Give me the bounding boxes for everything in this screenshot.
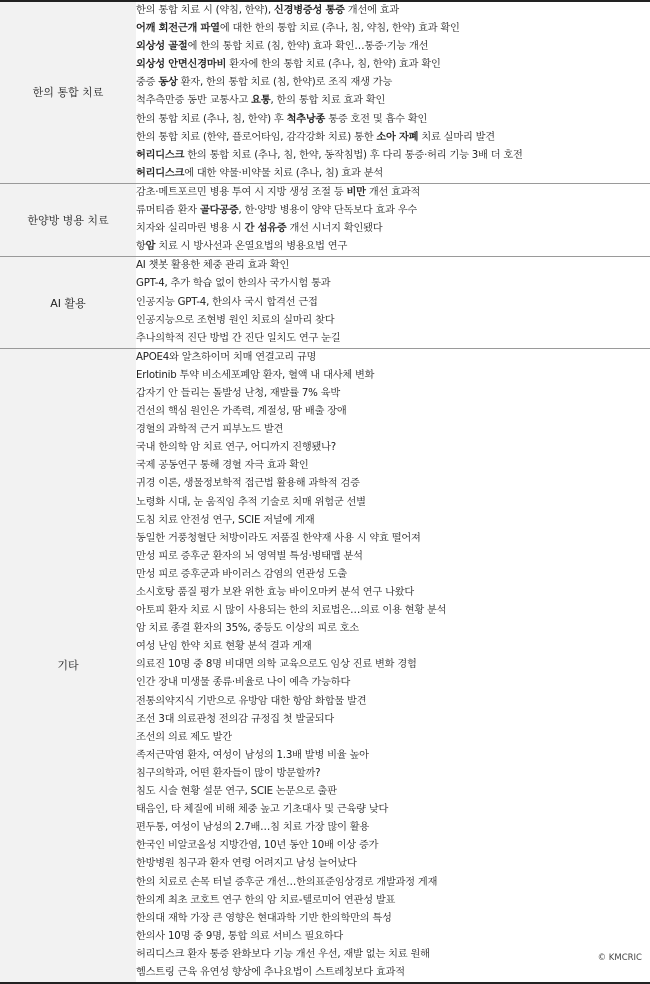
topic-item — [136, 275, 650, 293]
topic-text: 한의 통합 치료 (추나, 침, 한약) 후 — [136, 113, 287, 125]
topic-item — [136, 349, 650, 367]
topic-text: 환자, 한의 통합 치료 (침, 한약)로 조직 재생 가능 — [177, 77, 393, 89]
topic-item — [136, 238, 650, 256]
topic-item — [136, 202, 650, 220]
topic-text: 한의사 10명 중 9명, 통합 의료 서비스 필요하다 — [136, 930, 344, 942]
topic-item — [136, 184, 650, 202]
category-label: 한의 통합 치료 — [0, 1, 136, 183]
topic-text: GPT-4, 추가 학습 없이 한의사 국가시험 통과 — [136, 278, 331, 290]
topic-item — [136, 747, 650, 765]
topic-text: Erlotinib 투약 비소세포폐암 환자, 혈액 내 대사체 변화 — [136, 369, 375, 381]
topic-text: 인공지능으로 조현병 원인 치료의 실마리 찾다 — [136, 314, 335, 326]
topic-text: 국내 한의학 암 치료 연구, 어디까지 진행됐나? — [136, 442, 337, 454]
topic-keyword: 외상성 안면신경마비 — [136, 59, 227, 71]
topic-text: 치료 시 방사선과 온열요법의 병용요법 연구 — [155, 241, 348, 253]
category-label: 기타 — [0, 348, 136, 983]
topic-text: 암 치료 종결 환자의 35%, 중등도 이상의 피로 호소 — [136, 623, 359, 635]
topic-keyword: 암 — [145, 241, 156, 253]
topic-keyword: 신경병증성 통증 — [273, 5, 345, 16]
topic-item — [136, 674, 650, 692]
topic-item — [136, 385, 650, 403]
topic-text: 인공지능 GPT-4, 한의사 국시 합격선 근접 — [136, 296, 318, 308]
section-row — [0, 183, 650, 256]
topic-text: 편두통, 여성이 남성의 2.7배…침 치료 가장 많이 활용 — [136, 822, 370, 834]
topic-item — [136, 837, 650, 855]
topic-item — [136, 711, 650, 729]
topic-text: 한의 통합 치료 (추나, 침, 한약, 동작침법) 후 다리 통증·허리 기능 3배 더 호전 — [184, 149, 523, 161]
topic-item — [136, 147, 650, 165]
topic-text: 경혈의 과학적 근거 피부노드 발견 — [136, 424, 284, 436]
topic-text: 도침 치료 안전성 연구, SCIE 저널에 게재 — [136, 514, 315, 526]
topic-text: 족저근막염 환자, 여성이 남성의 1.3배 발병 비율 높아 — [136, 749, 369, 761]
topic-item — [136, 20, 650, 38]
topic-item — [136, 312, 650, 330]
topic-text: 조선의 의료 제도 발간 — [136, 731, 232, 743]
topic-item — [136, 2, 650, 20]
topic-keyword: 간 섬유증 — [244, 223, 287, 235]
topic-item — [136, 475, 650, 493]
topic-item — [136, 602, 650, 620]
topic-text: 한방병원 침구과 환자 연령 어려지고 남성 늘어났다 — [136, 858, 357, 870]
topic-item — [136, 92, 650, 110]
topic-keyword: 요통 — [251, 95, 271, 107]
topic-item — [136, 330, 650, 348]
topic-keyword: 골다공증 — [199, 205, 239, 217]
topic-text: 한의 통합 치료 시 (약침, 한약), — [136, 5, 274, 16]
topic-item — [136, 819, 650, 837]
topic-keyword: 척추낭종 — [286, 113, 326, 125]
topic-item — [136, 801, 650, 819]
topic-text: 헴스트링 근육 유연성 향상에 추나요법이 스트레칭보다 효과적 — [136, 966, 405, 978]
topic-text: 갑자기 안 들리는 돌발성 난청, 재발률 7% 육박 — [136, 387, 340, 399]
topic-list — [136, 183, 650, 256]
topic-item — [136, 294, 650, 312]
topic-list — [136, 257, 650, 348]
topic-item — [136, 928, 650, 946]
topic-item — [136, 964, 650, 982]
topic-text: 허리디스크 환자 통증 완화보다 기능 개선 우선, 재발 없는 치료 원해 — [136, 948, 430, 960]
topic-item — [136, 656, 650, 674]
section-row — [0, 1, 650, 183]
topic-keyword: 동상 — [158, 77, 178, 89]
section-row — [0, 348, 650, 983]
topic-item — [136, 220, 650, 238]
topic-text: 한의 치료로 손목 터널 증후군 개선…한의표준임상경로 개발과정 게재 — [136, 876, 438, 888]
topic-text: APOE4와 알츠하이머 치매 연결고리 규명 — [136, 351, 317, 363]
topic-text: 국제 공동연구 통해 경혈 자극 효과 확인 — [136, 460, 309, 472]
topic-keyword: 소아 자폐 — [376, 131, 419, 143]
topic-text: 아토피 환자 치료 시 많이 사용되는 한의 치료법은…의료 이용 현황 분석 — [136, 605, 447, 617]
topic-item — [136, 257, 650, 275]
topic-text: 소시호탕 품질 평가 보완 위한 효능 바이오마커 분석 연구 나왔다 — [136, 587, 415, 598]
topic-text: AI 챗봇 활용한 체중 관리 효과 확인 — [136, 260, 290, 272]
topic-text: 한의대 재학 가장 큰 영향은 현대과학 기반 한의학만의 특성 — [136, 912, 392, 924]
topic-item — [136, 56, 650, 74]
topic-item — [136, 165, 650, 183]
topic-item — [136, 439, 650, 457]
category-label: AI 활용 — [0, 257, 136, 348]
topic-item — [136, 403, 650, 421]
topic-item — [136, 584, 650, 602]
topic-text: 한의 통합 치료 (한약, 플로어타임, 감각강화 치료) 통한 — [136, 131, 377, 143]
topic-item — [136, 783, 650, 801]
topic-text: 개선 효과적 — [365, 186, 421, 198]
topic-text: 개선에 효과 — [344, 5, 400, 16]
topic-text: 건선의 핵심 원인은 가족력, 계절성, 땀 배출 장애 — [136, 406, 347, 418]
topic-text: 귀경 이론, 생물정보학적 접근법 활용해 과학적 검증 — [136, 478, 360, 490]
topic-item — [136, 566, 650, 584]
topic-list — [136, 348, 650, 983]
topic-item — [136, 367, 650, 385]
topic-text: 전통의약지식 기반으로 유방암 대한 항암 화합물 발견 — [136, 695, 367, 707]
topic-text: , 한·양방 병용이 양약 단독보다 효과 우수 — [238, 205, 418, 217]
topic-keyword: 외상성 골절 — [136, 41, 188, 53]
topic-text: 여성 난임 한약 치료 현황 분석 결과 게재 — [136, 641, 312, 653]
topic-text: 감초·메트포르민 병용 투여 시 지방 생성 조절 등 — [136, 186, 347, 198]
topic-item — [136, 512, 650, 530]
topic-text: 노령화 시대, 눈 움직임 추적 기술로 치매 위험군 선별 — [136, 496, 366, 508]
topic-list — [136, 1, 650, 183]
topic-text: 에 대한 한의 통합 치료 (추나, 침, 약침, 한약) 효과 확인 — [219, 23, 460, 35]
topic-item — [136, 421, 650, 439]
topic-keyword: 허리디스크 — [136, 167, 185, 179]
topic-keyword: 어깨 회전근개 파열 — [136, 23, 220, 35]
topic-text: 에 한의 통합 치료 (침, 한약) 효과 확인…통증·기능 개선 — [187, 41, 429, 53]
topic-text: 에 대한 약물·비약물 치료 (추나, 침) 효과 분석 — [184, 167, 384, 179]
topic-text: 치자와 실리마린 병용 시 — [136, 223, 245, 235]
topic-text: 중증 — [136, 77, 159, 89]
topic-text: 척추측만증 동반 교통사고 — [136, 95, 252, 107]
topic-item — [136, 729, 650, 747]
topic-item — [136, 530, 650, 548]
topic-text: 개선 시너지 확인됐다 — [286, 223, 383, 235]
topic-item — [136, 38, 650, 56]
section-row — [0, 257, 650, 348]
topic-text: 만성 피로 증후군과 바이러스 감염의 연관성 도출 — [136, 568, 348, 580]
topic-item — [136, 111, 650, 129]
topic-text: 인간 장내 미생물 종류·비율로 나이 예측 가능하다 — [136, 677, 351, 689]
topic-item — [136, 638, 650, 656]
copyright-credit: © KMCRIC — [597, 953, 642, 963]
topic-item — [136, 765, 650, 783]
topic-item — [136, 693, 650, 711]
topic-item — [136, 494, 650, 512]
topic-item — [136, 946, 650, 964]
topic-item — [136, 910, 650, 928]
topic-text: 한국인 비알코올성 지방간염, 10년 동안 10배 이상 증가 — [136, 840, 379, 852]
topic-item — [136, 874, 650, 892]
topic-item — [136, 457, 650, 475]
topic-text: 태음인, 타 체질에 비해 체중 높고 기초대사 및 근육량 낮다 — [136, 804, 389, 816]
topic-text: 조선 3대 의료관청 전의감 규정집 첫 발굴되다 — [136, 713, 335, 725]
topic-text: 침구의학과, 어떤 환자들이 많이 방문할까? — [136, 767, 321, 779]
topic-item — [136, 74, 650, 92]
topic-text: 통증 호전 및 흡수 확인 — [325, 113, 428, 125]
topic-text: 항 — [136, 241, 146, 253]
topic-item — [136, 620, 650, 638]
topic-text: 추나의학적 진단 방법 간 진단 일치도 연구 눈길 — [136, 332, 341, 344]
topic-item — [136, 548, 650, 566]
topic-text: , 한의 통합 치료 효과 확인 — [270, 95, 386, 107]
topic-text: 의료진 10명 중 8명 비대면 의학 교육으로도 임상 진료 변화 경험 — [136, 659, 417, 671]
topic-text: 동일한 거풍청혈단 처방이라도 저품질 한약재 사용 시 약효 떨어져 — [136, 532, 421, 544]
topic-text: 류머티즘 환자 — [136, 205, 200, 217]
topic-text: 한의계 최초 코호트 연구 한의 암 치료-텔로미어 연관성 발표 — [136, 894, 396, 906]
topic-item — [136, 892, 650, 910]
topic-text: 침도 시술 현황 설문 연구, SCIE 논문으로 출판 — [136, 786, 337, 798]
topic-keyword: 허리디스크 — [136, 149, 185, 161]
topic-keyword: 비만 — [346, 186, 366, 198]
topic-text: 환자에 한의 통합 치료 (추나, 침, 한약) 효과 확인 — [226, 59, 441, 71]
topic-text: 만성 피로 증후군 환자의 뇌 영역별 특성·병태맵 분석 — [136, 550, 363, 562]
category-label: 한양방 병용 치료 — [0, 183, 136, 256]
topic-text: 치료 실마리 발견 — [418, 131, 495, 143]
topic-item — [136, 129, 650, 147]
topic-item — [136, 855, 650, 873]
